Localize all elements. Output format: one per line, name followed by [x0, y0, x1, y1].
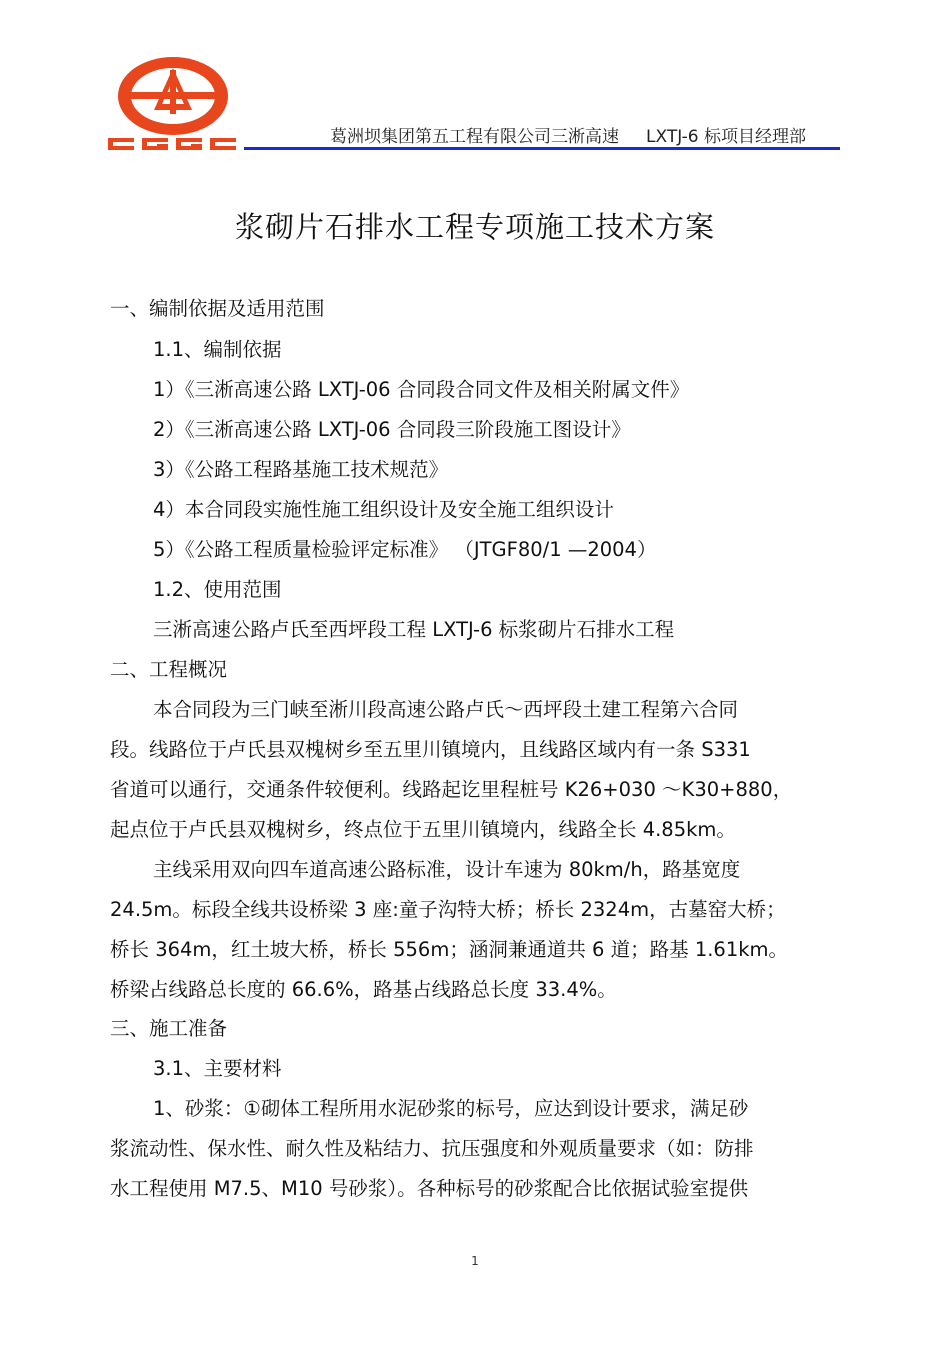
subsection-heading-3-1: 3.1、主要材料	[153, 1057, 282, 1080]
overview-paragraph-line: 24.5m。标段全线共设桥梁 3 座:童子沟特大桥；桥长 2324m，古墓窑大桥；	[110, 898, 786, 921]
basis-item-1: 1）《三淅高速公路 LXTJ-06 合同段合同文件及相关附属文件》	[153, 378, 690, 401]
header-company-name: 葛洲坝集团第五工程有限公司三淅高速	[330, 127, 619, 147]
materials-paragraph-line: 1、砂浆：①砌体工程所用水泥砂浆的标号，应达到设计要求，满足砂	[153, 1097, 749, 1120]
page-number: 1	[471, 1254, 479, 1268]
basis-item-5: 5）《公路工程质量检验评定标准》 （JTGF80/1 —2004）	[153, 538, 657, 561]
materials-paragraph-line: 水工程使用 M7.5、M10 号砂浆）。各种标号的砂浆配合比依据试验室提供	[110, 1177, 749, 1200]
section-heading-1: 一、编制依据及适用范围	[110, 297, 325, 320]
materials-paragraph-line: 浆流动性、保水性、耐久性及粘结力、抗压强度和外观质量要求（如：防排	[110, 1137, 754, 1160]
document-title: 浆砌片石排水工程专项施工技术方案	[234, 210, 715, 244]
subsection-heading-1-1: 1.1、编制依据	[153, 338, 282, 361]
basis-item-3: 3）《公路工程路基施工技术规范》	[153, 458, 449, 481]
overview-paragraph-line: 本合同段为三门峡至淅川段高速公路卢氏～西坪段土建工程第六合同	[153, 698, 739, 721]
header-company	[330, 122, 806, 147]
overview-paragraph-line: 桥长 364m，红土坡大桥，桥长 556m；涵洞兼通道共 6 道；路基 1.61km。	[110, 938, 789, 961]
header-department: LXTJ-6 标项目经理部	[646, 127, 806, 147]
subsection-heading-1-2: 1.2、使用范围	[153, 578, 282, 601]
cggc-logo	[104, 54, 244, 154]
overview-paragraph-line: 段。线路位于卢氏县双槐树乡至五里川镇境内，且线路区域内有一条 S331	[110, 738, 751, 761]
section-heading-2: 二、工程概况	[110, 658, 228, 681]
overview-paragraph-line: 桥梁占线路总长度的 66.6%，路基占线路总长度 33.4%。	[110, 978, 617, 1001]
overview-paragraph-line: 省道可以通行，交通条件较便利。线路起讫里程桩号 K26+030 ～K30+880，	[110, 778, 793, 801]
overview-paragraph-line: 起点位于卢氏县双槐树乡，终点位于五里川镇境内，线路全长 4.85km。	[110, 818, 736, 841]
section-heading-3: 三、施工准备	[110, 1017, 228, 1040]
header-rule	[244, 147, 840, 150]
scope-text: 三淅高速公路卢氏至西坪段工程 LXTJ-6 标浆砌片石排水工程	[153, 618, 675, 641]
basis-item-2: 2）《三淅高速公路 LXTJ-06 合同段三阶段施工图设计》	[153, 418, 631, 441]
overview-paragraph-line: 主线采用双向四车道高速公路标准，设计车速为 80km/h，路基宽度	[153, 858, 741, 881]
basis-item-4: 4）本合同段实施性施工组织设计及安全施工组织设计	[153, 498, 614, 521]
